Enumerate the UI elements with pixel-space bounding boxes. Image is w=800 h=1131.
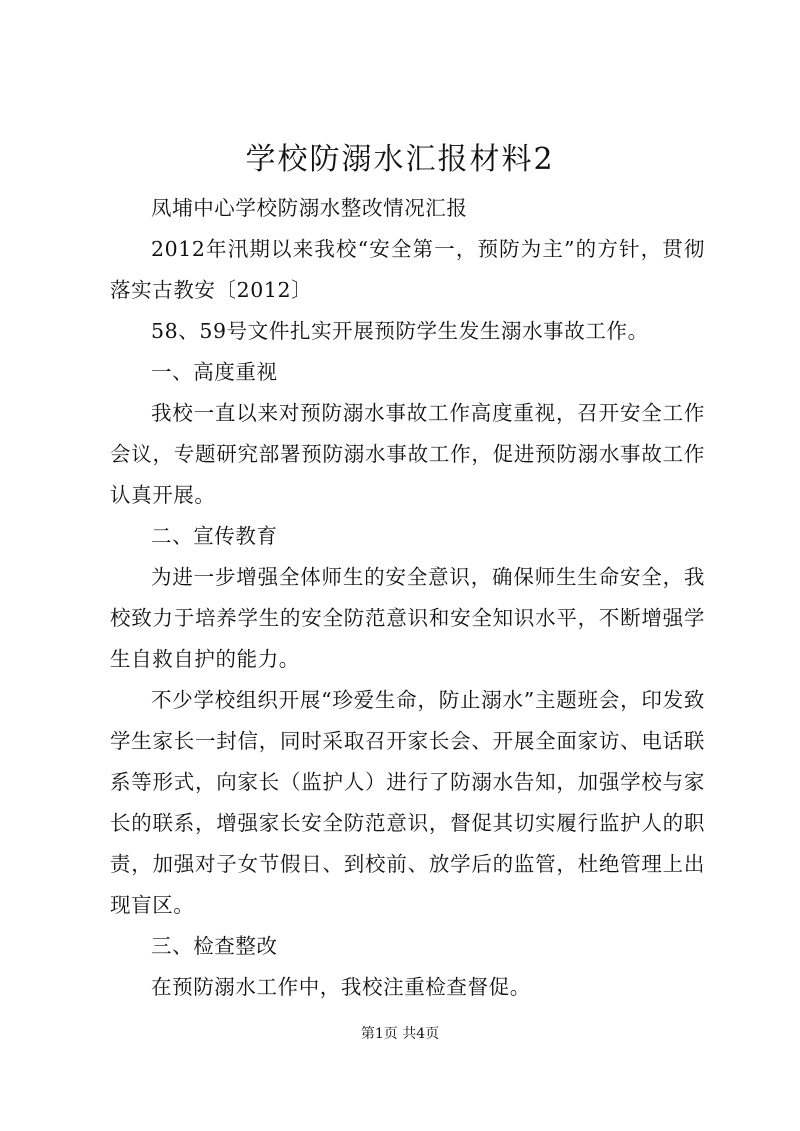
section-heading-2: 二、宣传教育 bbox=[151, 524, 278, 548]
section-heading-3: 三、检查整改 bbox=[151, 934, 278, 958]
page-number-footer: 第1页 共4页 bbox=[360, 1026, 440, 1042]
document-body bbox=[110, 188, 705, 1008]
paragraph-section-2a: 为进一步增强全体师生的安全意识，确保师生生命安全，我校致力于培养学生的安全防范意识和安全知识水平，不断增强学生自救自护的能力。 bbox=[110, 565, 705, 671]
paragraph-intro-continued: 58、59号文件扎实开展预防学生发生溺水事故工作。 bbox=[151, 319, 649, 343]
document-title: 学校防溺水汇报材料2 bbox=[245, 142, 555, 177]
paragraph-section-1: 我校一直以来对预防溺水事故工作高度重视，召开安全工作会议，专题研究部署预防溺水事故工作，促进预防溺水事故工作认真开展。 bbox=[110, 401, 705, 507]
paragraph-section-2b: 不少学校组织开展“珍爱生命，防止溺水”主题班会，印发致学生家长一封信，同时采取召开家长会、开展全面家访、电话联系等形式，向家长（监护人）进行了防溺水告知，加强学校与家长的联系，增强家长安全防范意识，督促其切实履行监护人的职责，加强对子女节假日、到校前、放学后的监管，杜绝管理上出现盲区。 bbox=[110, 688, 705, 917]
paragraph-section-3: 在预防溺水工作中，我校注重检查督促。 bbox=[151, 975, 531, 999]
paragraph-report-heading: 凤埔中心学校防溺水整改情况汇报 bbox=[151, 196, 468, 220]
section-heading-1: 一、高度重视 bbox=[151, 360, 278, 384]
paragraph-intro: 2012年汛期以来我校“安全第一，预防为主”的方针，贯彻落实古教安〔2012〕 bbox=[110, 237, 705, 302]
